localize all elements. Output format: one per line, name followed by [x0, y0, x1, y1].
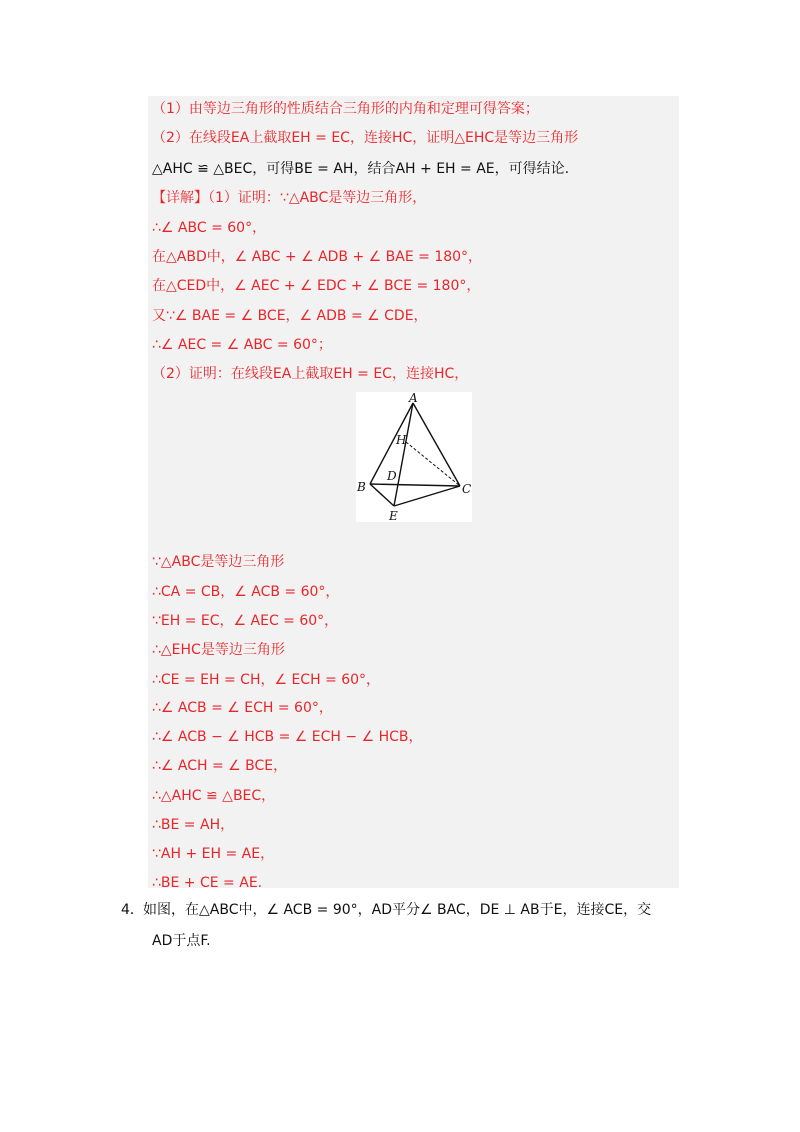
proof2-step-4: ∴△EHC是等边三角形 — [152, 642, 285, 658]
question-4-line-1: 如图，在△ABC中，∠ ACB = 90°，AD平分∠ BAC，DE ⊥ AB于E，连接CE，交 — [143, 902, 652, 918]
proof2-step-12: ∴BE + CE = AE. — [152, 875, 263, 891]
proof1-step-3: 在△CED中，∠ AEC + ∠ EDC + ∠ BCE = 180°， — [152, 278, 481, 294]
proof2-step-1: ∵△ABC是等边三角形 — [152, 554, 285, 570]
label-a: A — [409, 392, 418, 405]
label-e: E — [389, 509, 398, 522]
segment-be — [370, 484, 394, 506]
proof2-header: （2）证明：在线段EA上截取EH = EC，连接HC， — [152, 366, 469, 382]
hint-line-2: （2）在线段EA上截取EH = EC，连接HC，证明△EHC是等边三角形 — [152, 130, 579, 146]
proof2-step-3: ∵EH = EC，∠ AEC = 60°， — [152, 613, 339, 629]
solution-header: 【详解】（1）证明：∵△ABC是等边三角形， — [152, 190, 427, 206]
hint-line-1: （1）由等边三角形的性质结合三角形的内角和定理可得答案； — [152, 101, 539, 117]
proof2-step-6: ∴∠ ACB = ∠ ECH = 60°， — [152, 700, 333, 716]
segment-ac — [413, 403, 460, 486]
triangle-figure — [356, 392, 472, 522]
label-b: B — [357, 480, 366, 494]
segment-hc-dashed — [406, 442, 460, 486]
proof1-step-4: 又∵∠ BAE = ∠ BCE，∠ ADB = ∠ CDE， — [152, 308, 428, 324]
segment-bc — [370, 484, 460, 486]
proof2-step-10: ∴BE = AH， — [152, 817, 235, 833]
label-d: D — [387, 469, 397, 483]
proof2-step-9: ∴△AHC ≌ △BEC， — [152, 788, 276, 804]
proof1-step-1: ∴∠ ABC = 60°， — [152, 220, 267, 236]
proof1-step-5: ∴∠ AEC = ∠ ABC = 60°； — [152, 337, 332, 353]
segment-ce — [394, 486, 460, 506]
proof2-step-5: ∴CE = EH = CH，∠ ECH = 60°， — [152, 672, 381, 688]
proof2-step-2: ∴CA = CB，∠ ACB = 60°， — [152, 584, 340, 600]
hint-line-3: △AHC ≌ △BEC，可得BE = AH，结合AH + EH = AE，可得结论. — [152, 161, 570, 177]
question-4-line-2: AD于点F. — [152, 933, 211, 949]
segment-ae — [394, 403, 413, 506]
proof2-step-7: ∴∠ ACB − ∠ HCB = ∠ ECH − ∠ HCB， — [152, 729, 423, 745]
question-4-number: 4． — [121, 902, 144, 918]
proof2-step-8: ∴∠ ACH = ∠ BCE， — [152, 758, 288, 774]
label-h: H — [396, 433, 407, 447]
proof2-step-11: ∵AH + EH = AE， — [152, 846, 275, 862]
proof1-step-2: 在△ABD中，∠ ABC + ∠ ADB + ∠ BAE = 180°， — [152, 249, 483, 265]
label-c: C — [462, 482, 472, 496]
